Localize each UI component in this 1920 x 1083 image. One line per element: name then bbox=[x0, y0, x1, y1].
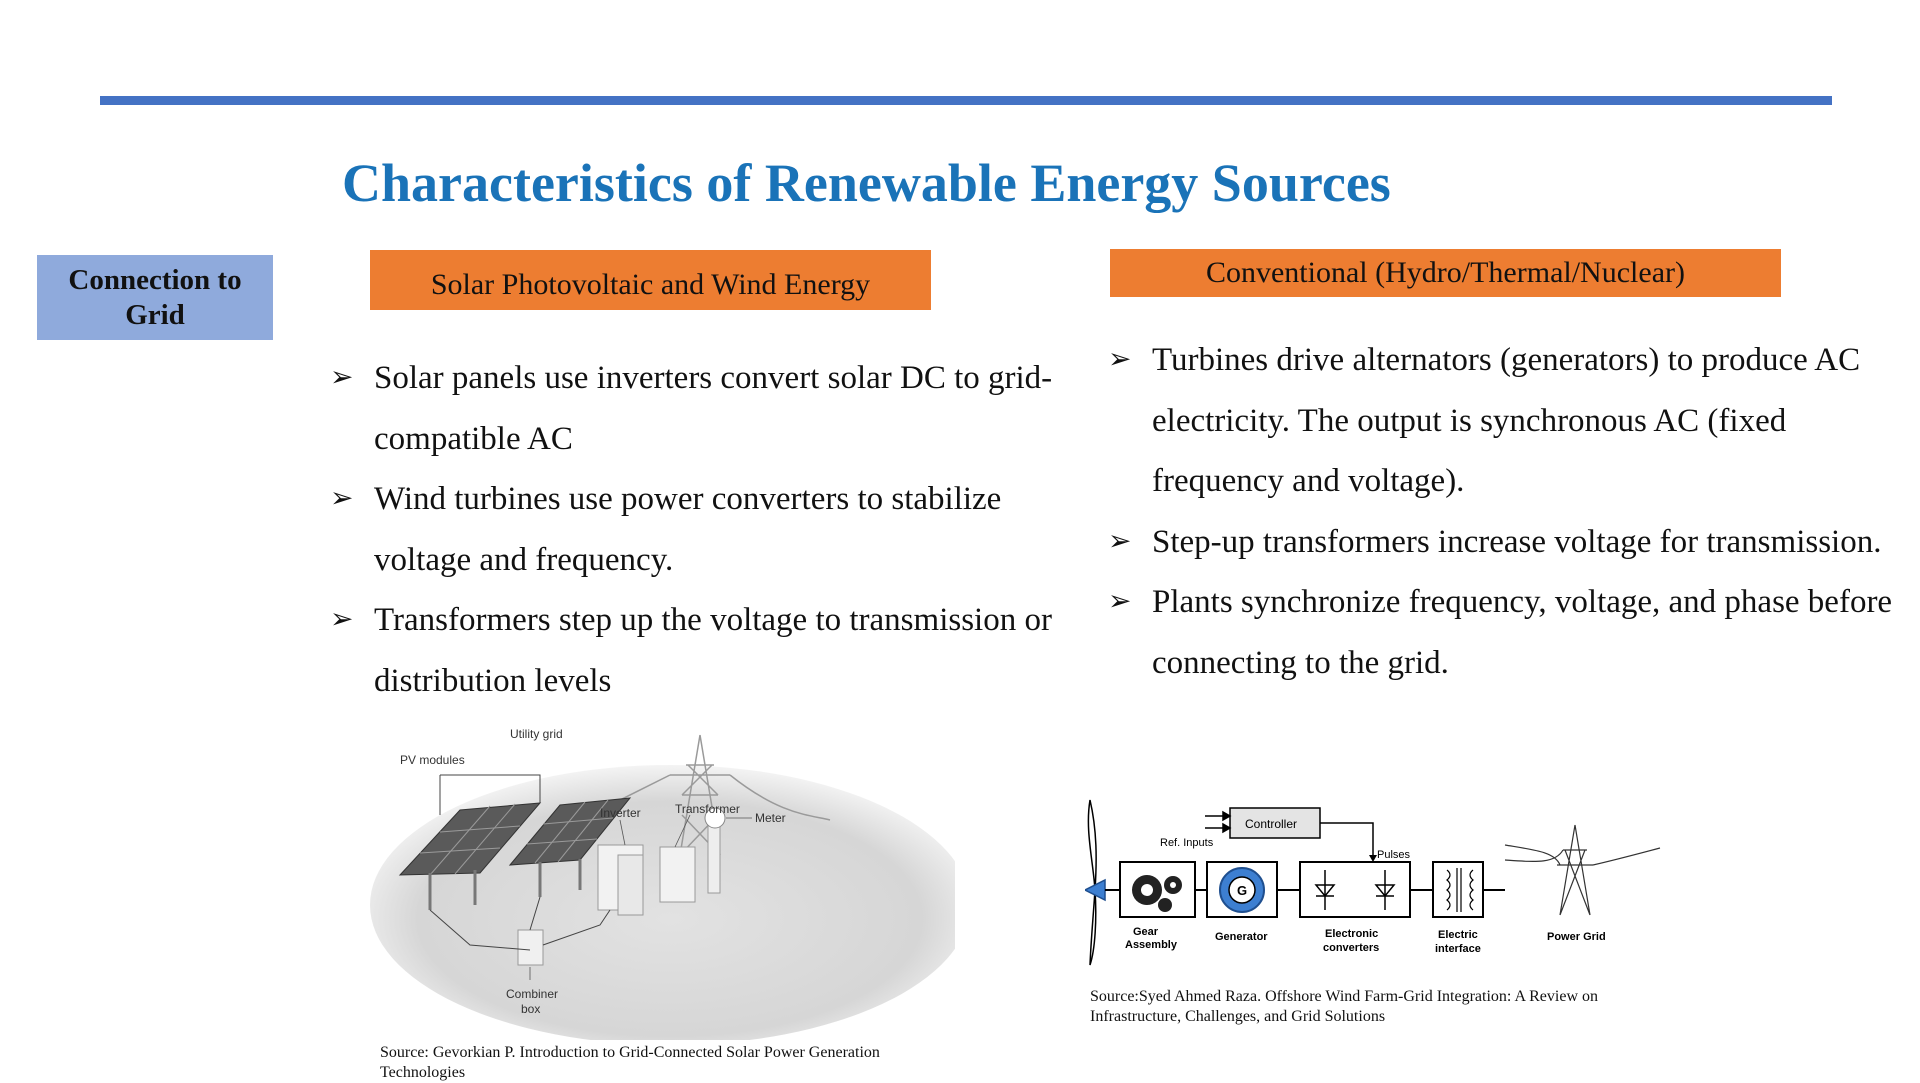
electric-interface-block bbox=[1433, 862, 1483, 917]
label-gear: Gear bbox=[1133, 926, 1159, 938]
side-label-connection-to-grid: Connection to Grid bbox=[37, 255, 273, 340]
bullet-item bbox=[1108, 512, 1908, 573]
wind-figure-source: Source:Syed Ahmed Raza. Offshore Wind Farm-Grid Integration: A Review on Infrastructure, Challenges, and Grid Solutions bbox=[1090, 988, 1598, 1025]
solar-grid-connection-figure bbox=[370, 705, 955, 1040]
transformer-box-icon bbox=[660, 847, 695, 902]
arrowhead-bullet-icon: ➢ bbox=[1108, 586, 1132, 617]
header-conventional: Conventional (Hydro/Thermal/Nuclear) bbox=[1110, 249, 1781, 297]
generator-symbol: G bbox=[1237, 883, 1248, 898]
label-combiner: Combiner bbox=[506, 987, 559, 1001]
label-utility-grid: Utility grid bbox=[510, 727, 563, 741]
label-ref-inputs: Ref. Inputs bbox=[1160, 837, 1214, 849]
label-meter: Meter bbox=[755, 811, 786, 825]
arrowhead-bullet-icon: ➢ bbox=[1108, 525, 1132, 557]
bullet-text: Step-up transformers increase voltage for transmission. bbox=[1152, 523, 1882, 560]
bullet-text: Wind turbines use power converters to stabilize voltage and frequency. bbox=[374, 481, 1002, 578]
arrowhead-bullet-icon: ➢ bbox=[330, 362, 354, 393]
wind-turbine-rotor-icon bbox=[1085, 800, 1105, 965]
arrowhead-bullet-icon: ➢ bbox=[330, 604, 354, 635]
bullet-item bbox=[1108, 330, 1908, 512]
input-arrows-icon bbox=[1205, 812, 1230, 832]
bullet-item bbox=[330, 469, 1060, 590]
top-accent-bar bbox=[100, 96, 1832, 105]
label-converters: converters bbox=[1323, 942, 1380, 954]
label-power-grid: Power Grid bbox=[1547, 931, 1606, 943]
header-solar-wind: Solar Photovoltaic and Wind Energy bbox=[370, 250, 931, 310]
label-electronic: Electronic bbox=[1325, 928, 1379, 940]
arrowhead-bullet-icon: ➢ bbox=[330, 483, 354, 514]
bullet-text: Solar panels use inverters convert solar DC to grid-compatible AC bbox=[374, 360, 1053, 457]
label-transformer: Transformer bbox=[675, 802, 740, 816]
bullet-text: Plants synchronize frequency, voltage, and phase before connecting to the grid. bbox=[1152, 584, 1893, 681]
label-pv-modules: PV modules bbox=[400, 753, 465, 767]
label-inverter: Inverter bbox=[600, 806, 641, 820]
label-pulses: Pulses bbox=[1377, 849, 1411, 861]
combiner-box-icon bbox=[518, 930, 543, 965]
label-controller: Controller bbox=[1245, 817, 1298, 831]
bullet-item bbox=[330, 590, 1060, 711]
label-interface: interface bbox=[1435, 943, 1481, 955]
bullet-text: Transformers step up the voltage to transmission or distribution levels bbox=[374, 602, 1052, 699]
bullet-item bbox=[330, 348, 1060, 469]
label-gear-assembly: Assembly bbox=[1125, 939, 1177, 951]
power-grid-pylon-icon bbox=[1505, 825, 1660, 915]
conventional-bullet-list bbox=[1108, 330, 1908, 693]
slide-title: Characteristics of Renewable Energy Sources bbox=[342, 153, 1391, 213]
inverter-cabinet-icon bbox=[598, 845, 643, 915]
bullet-text: Turbines drive alternators (generators) to produce AC electricity. The output is synchronous AC (fixed frequency and voltage). bbox=[1152, 342, 1861, 499]
label-electric: Electric bbox=[1438, 929, 1478, 941]
wind-converter-block-diagram bbox=[1085, 790, 1665, 970]
solar-wind-bullet-list bbox=[330, 348, 1060, 711]
solar-figure-source: Source: Gevorkian P. Introduction to Grid-Connected Solar Power Generation Technologies bbox=[380, 1044, 880, 1081]
label-generator: Generator bbox=[1215, 931, 1268, 943]
bullet-item bbox=[1108, 572, 1908, 693]
label-combiner-box: box bbox=[521, 1002, 541, 1016]
arrowhead-bullet-icon: ➢ bbox=[1108, 344, 1132, 375]
electronic-converters-block bbox=[1300, 862, 1410, 917]
